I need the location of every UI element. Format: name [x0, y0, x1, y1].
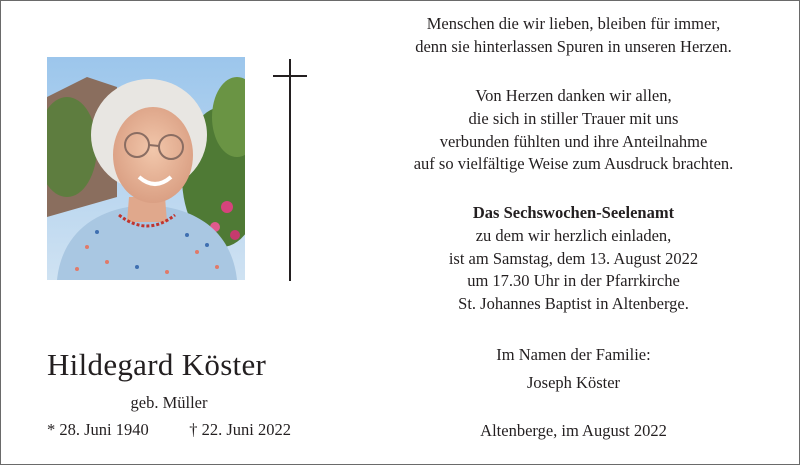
death-date: † 22. Juni 2022	[189, 420, 291, 439]
poem	[386, 13, 761, 59]
birth-date: * 28. Juni 1940	[47, 420, 149, 439]
family-name: Joseph Köster	[526, 373, 621, 392]
memorial-mass-line: zu dem wir herzlich einladen,	[475, 225, 672, 245]
memorial-mass-line: St. Johannes Baptist in Altenberge.	[458, 294, 689, 314]
memorial-mass-line: ist am Samstag, dem 13. August 2022	[448, 248, 699, 268]
memorial-mass	[386, 202, 761, 316]
memorial-mass-line: um 17.30 Uhr in der Pfarrkirche	[467, 271, 680, 291]
thanks-line: verbunden fühlten und ihre Anteilnahme	[439, 131, 708, 151]
place-date: Altenberge, im August 2022	[480, 421, 667, 440]
cross-icon	[273, 59, 307, 281]
thanks-line: die sich in stiller Trauer mit uns	[468, 108, 679, 128]
thanks-line: auf so vielfältige Weise zum Ausdruck brachten.	[413, 154, 734, 174]
deceased-name: Hildegard Köster	[47, 347, 267, 382]
thanks-line: Von Herzen danken wir allen,	[475, 86, 672, 105]
family-intro: Im Namen der Familie:	[496, 345, 651, 364]
maiden-name: geb. Müller	[130, 393, 208, 412]
thanks-text	[386, 85, 761, 176]
poem-line: Menschen die wir lieben, bleiben für immer,	[426, 14, 721, 33]
poem-line: denn sie hinterlassen Spuren in unseren Herzen.	[415, 36, 732, 56]
memorial-mass-title: Das Sechswochen-Seelenamt	[472, 203, 675, 222]
portrait-photo	[47, 57, 245, 280]
life-dates	[47, 420, 291, 440]
